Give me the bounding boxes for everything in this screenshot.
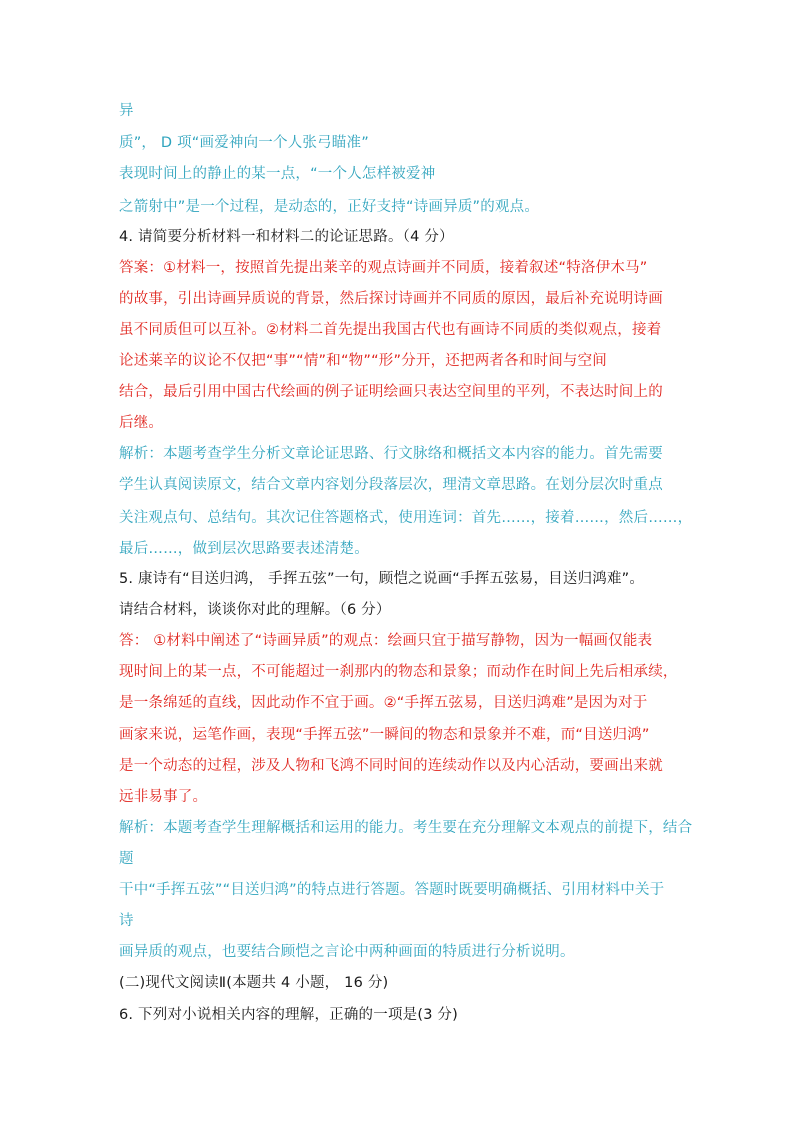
text-line-23: 远非易事了。 <box>119 789 208 805</box>
text-line-1: 异 <box>119 103 134 119</box>
text-line-7: 的故事，引出诗画异质说的背景，然后探讨诗画并不同质的原因，最后补充说明诗画 <box>119 291 663 307</box>
text-line-2: 质”， D 项“画爱神向一个人张弓瞄准” <box>119 135 369 151</box>
section-heading: (二)现代文阅读Ⅱ(本题共 4 小题， 16 分) <box>119 975 389 991</box>
text-line-18: 答： ①材料中阐述了“诗画异质”的观点：绘画只宜于描写静物，因为一幅画仅能表 <box>119 633 653 649</box>
question-6: 6. 下列对小说相关内容的理解，正确的一项是(3 分) <box>119 1007 458 1023</box>
text-line-20: 是一条绵延的直线，因此动作不宜于画。②“手挥五弦易，目送归鸿难”是因为对于 <box>119 695 648 711</box>
text-line-17: 请结合材料，谈谈你对此的理解。（6 分） <box>119 602 391 618</box>
text-line-6: 答案：①材料一，按照首先提出莱辛的观点诗画并不同质，接着叙述“特洛伊木马” <box>119 260 648 276</box>
text-line-11: 后继。 <box>119 415 164 431</box>
text-line-27: 诗 <box>119 913 134 929</box>
text-line-25: 题 <box>119 851 134 867</box>
text-line-9: 论述莱辛的议论不仅把“事”“情”和“物”“形”分开，还把两者各和时间与空间 <box>119 353 607 369</box>
text-line-8: 虽不同质但可以互补。②材料二首先提出我国古代也有画诗不同质的类似观点，接着 <box>119 322 662 338</box>
text-line-21: 画家来说，运笔作画，表现“手挥五弦”一瞬间的物态和景象并不难，而“目送归鸿” <box>119 727 650 743</box>
text-line-24: 解析：本题考查学生理解概括和运用的能力。考生要在充分理解文本观点的前提下，结合 <box>119 820 693 836</box>
text-line-26: 干中“手挥五弦”“目送归鸿”的特点进行答题。答题时既要明确概括、引用材料中关于 <box>119 882 665 898</box>
question-5: 5. 康诗有“目送归鸿， 手挥五弦”一句，顾恺之说画“手挥五弦易，目送归鸿难”。 <box>119 571 645 587</box>
text-line-22: 是一个动态的过程，涉及人物和飞鸿不同时间的连续动作以及内心活动，要画出来就 <box>119 758 663 774</box>
text-line-10: 结合，最后引用中国古代绘画的例子证明绘画只表达空间里的平列，不表达时间上的 <box>119 384 663 400</box>
text-line-14: 关注观点句、总结句。其次记住答题格式，使用连词：首先……，接着……，然后……， <box>119 510 693 526</box>
text-line-19: 现时间上的某一点，不可能超过一刹那内的物态和景象；而动作在时间上先后相承续， <box>119 664 678 680</box>
text-line-15: 最后……，做到层次思路要表述清楚。 <box>119 541 369 557</box>
text-line-3: 表现时间上的静止的某一点，“一个人怎样被爱神 <box>119 166 436 182</box>
question-4: 4. 请简要分析材料一和材料二的论证思路。（4 分） <box>119 229 454 245</box>
text-line-12: 解析：本题考查学生分析文章论证思路、行文脉络和概括文本内容的能力。首先需要 <box>119 446 663 462</box>
text-line-28: 画异质的观点，也要结合顾恺之言论中两种画面的特质进行分析说明。 <box>119 944 575 960</box>
text-line-4: 之箭射中”是一个过程，是动态的，正好支持“诗画异质”的观点。 <box>119 199 540 215</box>
text-line-13: 学生认真阅读原文，结合文章内容划分段落层次，理清文章思路。在划分层次时重点 <box>119 477 663 493</box>
